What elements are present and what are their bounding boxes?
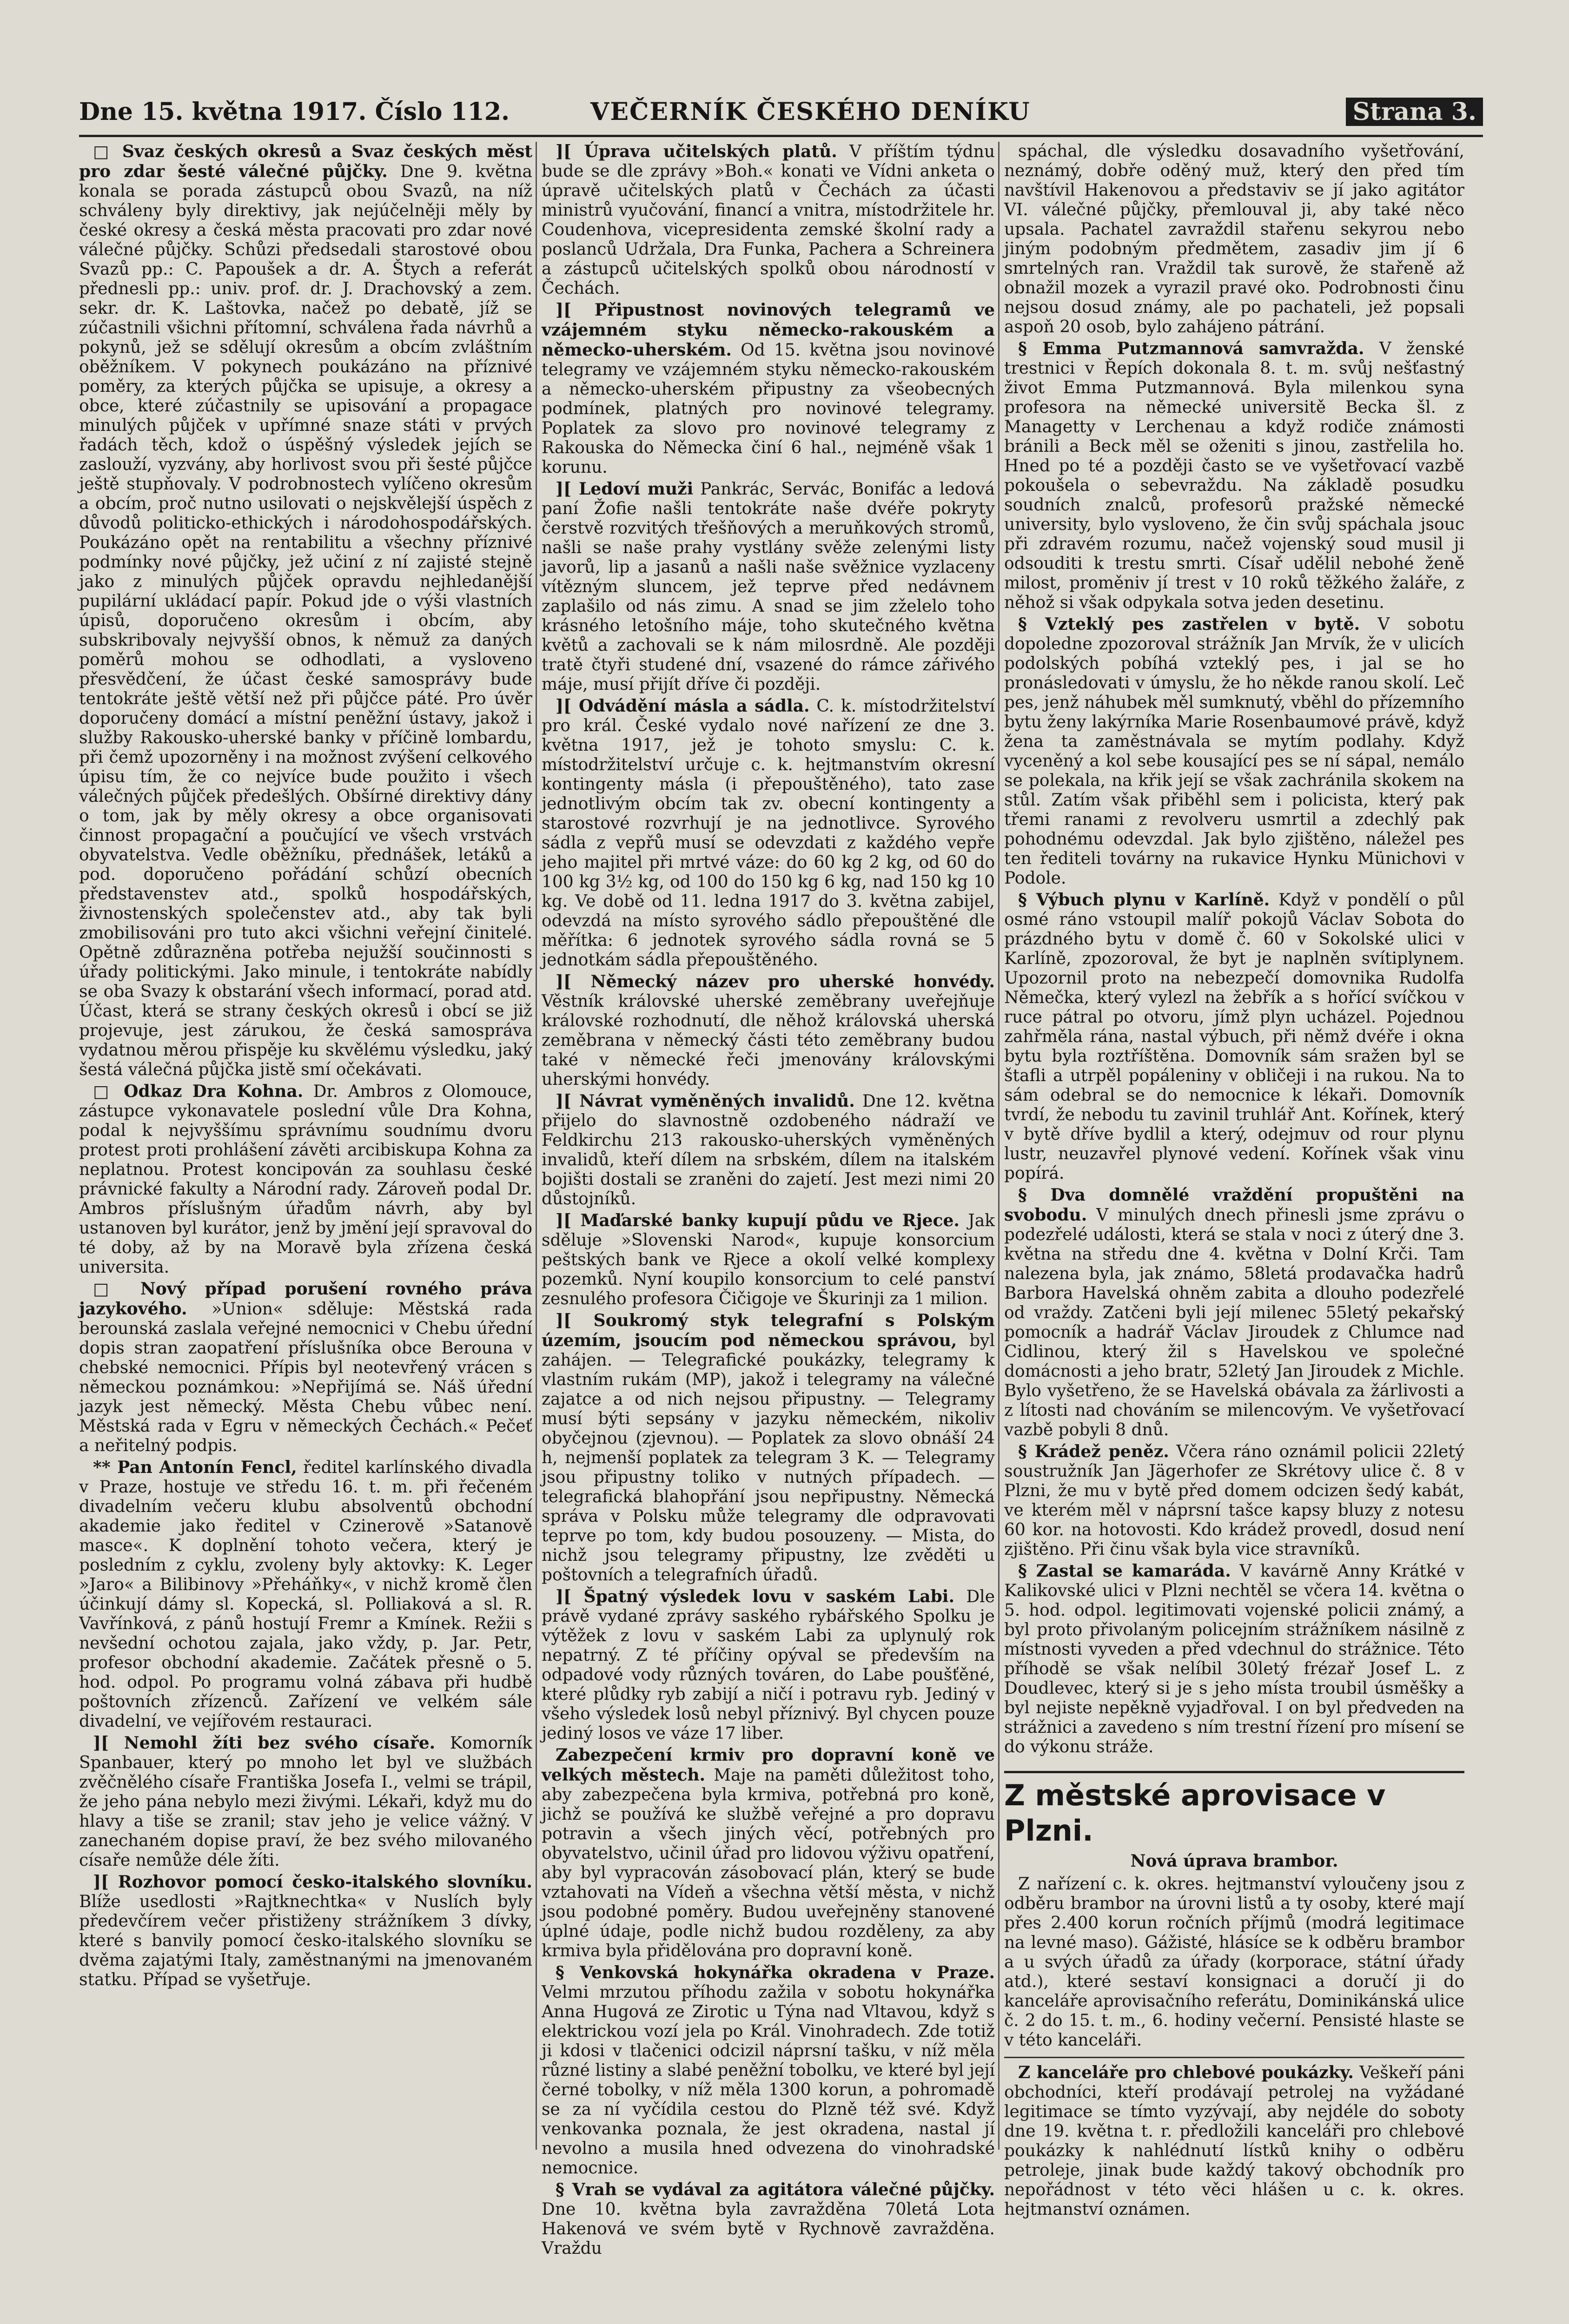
article-headline: Vrah se vydával za agitátora válečné půjčky. [572, 2180, 995, 2199]
article-body: Z nařízení c. k. okres. hejtmanství vyloučeny jsou z odběru brambor na úrovni listů a ty osoby, které mají přes 2.400 korun ročních příjmů (modrá legitimace na levné maso). Gážisté, hlásíce se k odběru brambor a u svých úřadů za úřady (korporace, státní úřady atd.), které sestaví konsignaci a doručí ji do kanceláře aprovisačního referátu, Dominikánská ulice č. 2 do 15. t. m., 6. hodiny večerní. Pensisté hlaste se v této kanceláři. [1004, 1875, 1464, 2050]
article-headline: Výbuch plynu v Karlíně. [1036, 890, 1270, 910]
article: ][ Návrat vyměněných invalidů. Dne 12. května přijelo do slavnostně ozdobeného nádraží ve Feldkirchu 213 rakousko-uherských vyměněných invalidů, kteří dílem na srbském, dílem na italském bojišti dostali se zraněni do zajetí. Jest mezi nimi 20 důstojníků. [542, 1091, 995, 1208]
article-body: Včera ráno oznámil policii 22letý soustružník Jan Jägerhofer ze Skrétovy ulice č. 8 v Plzni, že mu v bytě před domem odcizen šedý kabát, ve kterém měl v náprsní tašce kapsy bluzy z notesu 60 kor. na hotovosti. Kdo krádež provedl, dosud není zjištěno. Při činu však byla vice stravníků. [1004, 1442, 1465, 1559]
newspaper-title: VEČERNÍK ČESKÉHO DENÍKU [590, 98, 1031, 126]
article-headline: Odvádění másla a sádla. [578, 696, 810, 716]
article: § Zastal se kamaráda. V kavárně Anny Krátké v Kalikovské ulici v Plzni nechtěl se včera 14. května o 5. hod. odpol. legitimovati vojenské policii známý, a byl proto přivolaným policejním strážníkem násilně z místnosti vyveden a před vdechnul do strážnice. Této příhodě se však nelíbil 30letý frézař Josef L. z Doudlevec, který si je s jeho místa troubil úsměšky a byl nejiste nepěkně vyjadřoval. I on byl předveden na strážnici a zavedeno s ním trestní řízení pro mísení se do výkonu stráže. [1004, 1561, 1464, 1756]
article [1004, 2063, 1464, 2219]
article-body: V kavárně Anny Krátké v Kalikovské ulici v Plzni nechtěl se včera 14. května o 5. hod. odpol. legitimovati vojenské policii známý, a byl proto přivolaným policejním strážníkem násilně z místnosti vyveden a před vdechnul do strážnice. Této příhodě se však nelíbil 30letý frézař Josef L. z Doudlevec, který si je s jeho místa troubil úsměšky a byl nejiste nepěkně vyjadřoval. I on byl předveden na strážnici a zavedeno s ním trestní řízení pro mísení se do výkonu stráže. [1004, 1562, 1464, 1756]
article-headline: Ledoví muži [579, 479, 694, 499]
article-body: Dne 12. května přijelo do slavnostně ozdobeného nádraží ve Feldkirchu 213 rakousko-uherských vyměněných invalidů, kteří dílem na srbském, dílem na italském bojišti dostali se zraněni do zajetí. Jest mezi nimi 20 důstojníků. [542, 1092, 995, 1208]
article-headline: Špatný výsledek lovu v saském Labi. [583, 1587, 954, 1606]
article: ][ Špatný výsledek lovu v saském Labi. Dle právě vydané zprávy saského rybářského Spolku je výtěžek z lovu v saském Labi za uplynulý rok nepatrný. Z té příčiny opýval se především na odpadové vody různých továren, do Labe poušťěné, které plůdky ryb zabijí a ničí i potravu ryb. Jediný v všeho výsledek losů nebyl příznivý. Byl chycen pouze jediný losos ve váze 17 liber. [542, 1587, 995, 1743]
article: § Emma Putzmannová samvražda. V ženské trestnici v Řepích dokonala 8. t. m. svůj nešťastný život Emma Putzmannová. Byla milenkou syna profesora na německé universitě Becka šl. z Managetty v Lerchenau a když rodiče známosti bránili a Beck měl se oženiti s jinou, zastřelila ho. Hned po té a později často se ve vyšetřovací vazbě pokoušela o sebevraždu. Na základě posudku soudních znalců, profesorů pražské německé university, bylo vysloveno, že čin svůj spáchala jsouc při zdravém rozumu, načež vojenský soud musil ji odsouditi k trestu smrti. Císař udělil nebohé ženě milost, proměniv jí trest v 10 roků těžkého žaláře, z něhož si však odpykala sotva jeden desetinu. [1004, 339, 1464, 612]
column-1 [79, 142, 532, 2150]
article-headline: Odkaz Dra Kohna. [124, 1082, 304, 1101]
article-body: Když v pondělí o půl osmé ráno vstoupil malíř pokojů Václav Sobota do prázdného bytu v domě č. 60 v Sokolské ulici v Karlíně, zpozoroval, že byt je naplněn svítiplynem. Upozornil proto na nebezpečí domovnika Rudolfa Němečka, který vylezl na žebřík a s hořící svíčkou v ruce pátral po otvoru, jímž plyn ucházel. Pojednou zahřměla rána, nastal výbuch, při němž dvéře i okna bytu byla roztříštěna. Domovník sám sražen byl se štafli a utrpěl popáleniny v obličeji i na rukou. Na to sám odebral se do nemocnice k lékaři. Domovník tvrdí, že nebodu tu zavinil truhlář Ant. Kořínek, který v bytě dříve bydlil a který, odejmuv od rour plynu lustr, neuzavřel plynové vedení. Kořínek však vinu popírá. [1004, 891, 1465, 1183]
article: □ Odkaz Dra Kohna. Dr. Ambros z Olomouce, zástupce vykonavatele poslední vůle Dra Kohna, podal k nejvyššímu správnímu soudnímu dvoru protest proti prohlášení závěti arcibiskupa Kohna za neplatnou. Protest koncipován za souhlasu české právnické fakulty a Národní rady. Zároveň podal Dr. Ambros příslušným úřadům návrh, aby byl ustanoven byl kurátor, jenž by jmění její spravoval do té doby, až by na Moravě byla zřízena česká universita. [79, 1082, 532, 1277]
article-headline: Emma Putzmannová samvražda. [1042, 339, 1364, 358]
article: ][ Úprava učitelských platů. V příštím týdnu bude se dle zprávy »Boh.« konati ve Vídni anketa o úpravě učitelských platů v Čechách za účasti ministrů vyučování, financí a vnitra, místodržitele hr. Coudenhova, vicepresidenta zemské školní rady a poslanců Udržala, Dra Funka, Pachera a Schreinera a zástupců učitelských spolků obou národností v Čechách. [542, 142, 995, 298]
article: § Vrah se vydával za agitátora válečné půjčky. Dne 10. května byla zavražděna 70letá Lota Hakenová ve svém bytě v Rychnově zavražděna. Vraždu [542, 2180, 995, 2258]
article-continuation: spáchal, dle výsledku dosavadního vyšetřování, neznámý, dobře oděný muž, který den před tím navštívil Hakenovou a představiv se jí jako agitátor VI. válečné půjčky, přemlouval ji, aby také něco upsala. Pachatel zavraždil stařenu sekyrou nebo jiným podobným předmětem, zasadiv jim jí 6 smrtelných ran. Vraždil tak surově, že stařeně až obnažil mozek a vyrazil pravé oko. Podrobnosti činu nejsou dosud známy, ale po pachateli, jež popsali aspoň 20 osob, bylo zahájeno pátrání. [1004, 142, 1464, 337]
article [542, 1745, 995, 1961]
page-number: Strana 3. [1346, 98, 1483, 126]
article: § Vzteklý pes zastřelen v bytě. V sobotu dopoledne zpozoroval strážník Jan Mrvík, že v ulicích podolských pobíhá vzteklý pes, i jal se ho pronásledovati v úmyslu, že ho někde ranou skolí. Leč pes, jenž náhubek měl sumknutý, vběhl do přízemního bytu ženy lakýrníka Marie Rosenbaumové právě, když žena ta zaměstnávala se mytím podlahy. Když vyceněný a kol sebe kousající pes se ní sápal, nemálo se polekala, na křik její se však zachránila skokem na stůl. Zatím však přiběhl sem i policista, který pak třemi ranami z revolveru usmrtil a zdechlý pak pohodnému odevzdal. Jak bylo zjištěno, náležel pes ten řediteli továrny na rukavice Hynku Münichovi v Podole. [1004, 614, 1464, 888]
article: □ Nový případ porušení rovného práva jazykového. »Union« sděluje: Městská rada berounská zaslala veřejné nemocnici v Chebu úřední dopis stran zaopatření příslušníka obce Berouna v chebské nemocnici. Přípis byl neotevřený vrácen s německou poznámkou: »Nepřijímá se. Náš úřední jazyk jest německý. Města Chebu vůbec není. Městská rada v Egru v německých Čechách.« Pečeť a neřitelný podpis. [79, 1279, 533, 1455]
article-headline: Zastal se kamaráda. [1036, 1561, 1231, 1581]
column-rule [536, 142, 537, 2150]
article: § Krádež peněz. Včera ráno oznámil policii 22letý soustružník Jan Jägerhofer ze Skrétovy ulice č. 8 v Plzni, že mu v bytě před domem odcizen šedý kabát, ve kterém měl v náprsní tašce kapsy bluzy z notesu 60 kor. na hotovosti. Kdo krádež provedl, dosud není zjištěno. Při činu však byla vice stravníků. [1004, 1442, 1465, 1559]
article-body: V sobotu dopoledne zpozoroval strážník Jan Mrvík, že v ulicích podolských pobíhá vzteklý pes, i jal se ho pronásledovati v úmyslu, že ho někde ranou skolí. Leč pes, jenž náhubek měl sumknutý, vběhl do přízemního bytu ženy lakýrníka Marie Rosenbaumové právě, když žena ta zaměstnávala se mytím podlahy. Když vyceněný a kol sebe kousající pes se ní sápal, nemálo se polekala, na křik její se však zachránila skokem na stůl. Zatím však přiběhl sem i policista, který pak třemi ranami z revolveru usmrtil a zdechlý pak pohodnému odevzdal. Jak bylo zjištěno, náležel pes ten řediteli továrny na rukavice Hynku Münichovi v Podole. [1004, 615, 1464, 888]
section-subheading: Nová úprava brambor. [1130, 1851, 1338, 1871]
article-headline: Pan Antonín Fencl, [117, 1458, 297, 1477]
article-body: Od 15. května jsou novinové telegramy ve vzájemném styku německo-rakouském a německo-uherském připustny za všeobecných podmínek, platných pro novinové telegramy. Poplatek za slovo pro novinové telegramy z Rakouska do Německa činí 6 hal., nejméně však 1 korunu. [542, 341, 995, 477]
page-header [79, 98, 1483, 130]
article: § Venkovská hokynářka okradena v Praze. Velmi mrzutou příhodu zažila v sobotu hokynářka Anna Hugová ze Zirotic u Týna nad Vltavou, když s elektrickou vozí jela po Král. Vinohradech. Zde totiž ji kdosi v tlačenici odcizil náprsní tašku, v níž měla různé listiny a slabé peněžní tobolku, ve které byl její černé tobolky, v níž měla 1300 korun, a pohromadě se za ní vyčídila cestou do Plzně též své. Když venkovanka poznala, že jest okradena, nastal jí nevolno a musila hned odvezena do vinohradské nemocnice. [542, 1963, 995, 2178]
article: ][ Ledoví muži Pankrác, Servác, Bonifác a ledová paní Žofie našli tentokráte naše dvéře pokryty čerstvě rozvitých třešňových a meruňkových stromů, našli se naše prahy vystlány svěže zelenými listy javorů, lip a jasanů a našli naše svěžnice vyzlaceny vítězným sluncem, jež teprve před nedávnem zaplašilo od nás zimu. A snad se jim zželelo toho krásného letošního máje, toho skutečného května květů a zachovali se k nám milosrdně. Ale později tratě čtyři studené dní, vsazené do rámce zářivého máje, musí přijít dříve či později. [542, 479, 995, 694]
article-headline: Nový případ porušení rovného práva jazykového. [79, 1279, 533, 1319]
article-headline: Venkovská hokynářka okradena v Praze. [580, 1963, 995, 1982]
article-headline: Svaz českých okresů a Svaz českých měst pro zdar šesté válečné půjčky. [79, 142, 532, 181]
article: ][ Nemohl žíti bez svého císaře. Komorník Spanbauer, který po mnoho let byl ve službách zvěčnělého císaře Františka Josefa I., velmi se trápil, že jeho pána nebylo mezi živými. Lékaři, když mu do hlavy a tiše se zranil; stav jeho je velice vážný. V zanechaném dopise praví, že bez svého milovaného císaře nemůže déle žíti. [79, 1733, 532, 1870]
article-headline: Úprava učitelských platů. [584, 142, 837, 161]
article-headline: Maďarské banky kupují půdu ve Rjece. [580, 1211, 960, 1230]
column-2 [542, 142, 995, 2258]
article: § Výbuch plynu v Karlíně. Když v pondělí o půl osmé ráno vstoupil malíř pokojů Václav Sobota do prázdného bytu v domě č. 60 v Sokolské ulici v Karlíně, zpozoroval, že byt je naplněn svítiplynem. Upozornil proto na nebezpečí domovnika Rudolfa Němečka, který vylezl na žebřík a s hořící svíčkou v ruce pátral po otvoru, jímž plyn ucházel. Pojednou zahřměla rána, nastal výbuch, při němž dvéře i okna bytu byla roztříštěna. Domovník sám sražen byl se štafli a utrpěl popáleniny v obličeji i na rukou. Na to sám odebral se do nemocnice k lékaři. Domovník tvrdí, že nebodu tu zavinil truhlář Ant. Kořínek, který v bytě dříve bydlil a který, odejmuv od rour plynu lustr, neuzavřel plynové vedení. Kořínek však vinu popírá. [1004, 890, 1465, 1183]
article-body: V minulých dnech přinesli jsme zprávu o podezřelé události, která se stala v noci z úterý dne 3. května na středu dne 4. května v Dolní Krči. Tam nalezena byla, jak známo, 58letá prodavačka hadrů Barbora Havelská ohněm zabita a dlouho podezřelé od vraždy. Zatčeni byli její milenec 55letý pekařský pomocník a hadrář Václav Jiroudek z Chlumce nad Cidlinou, který žil s Havelskou ve společné domácnosti a jeho bratr, 52letý Jan Jiroudek z Michle. Bylo vyšetřeno, že se Havelská obávala za žárlivosti a z lítosti nad chováním se milencovým. Ve vyšetřovací vazbě pobyli 8 dnů. [1004, 1206, 1464, 1439]
column-rule [998, 142, 1000, 2150]
article-headline: Soukromý styk telegrafní s Polským územím, jsoucím pod německou správou, [542, 1311, 995, 1350]
article-body: Dr. Ambros z Olomouce, zástupce vykonavatele poslední vůle Dra Kohna, podal k nejvyššímu správnímu soudnímu dvoru protest proti prohlášení závěti arcibiskupa Kohna za neplatnou. Protest koncipován za souhlasu české právnické fakulty a Národní rady. Zároveň podal Dr. Ambros příslušným úřadům návrh, aby byl ustanoven byl kurátor, jenž by jmění její spravoval do té doby, až by na Moravě byla zřízena česká universita. [79, 1082, 532, 1277]
article: ** Pan Antonín Fencl, ředitel karlínského divadla v Praze, hostuje ve středu 16. t. m. při řečeném divadelním večeru klubu absolventů obchodní akademie jako ředitel v Czinerově »Satanově masce«. K doplnění tohoto večera, který je posledním z cyklu, zvoleny byly aktovky: K. Leger »Jaro« a Bilibinovy »Přeháňky«, v nichž kromě člen účinkují dámy sl. Kopecká, sl. Polliaková a sl. R. Vavřínková, z pánů hostují Fremr a Kmínek. Režii s nevšední ochotou zajala, jako vždy, p. Jar. Petr, profesor obchodní akademie. Začátek přesně o 5. hod. odpol. Po programu volná zábava při hudbě poštovních zřízenců. Zařízení ve velkém sále divadelní, ve vejířovém restauraci. [79, 1458, 532, 1731]
article-headline: Krádež peněz. [1034, 1442, 1169, 1461]
article-headline: Nemohl žíti bez svého císaře. [124, 1733, 436, 1753]
article: ][ Německý název pro uherské honvédy. Věstník královské uherské zeměbrany uveřejňuje královské rozhodnutí, dle něhož královská uherská zeměbrana v německý části této zeměbrany budou také v německé řeči jmenovány královskými uherskými honvédy. [542, 972, 995, 1089]
section-title: Z městské aprovisace v Plzni. [1004, 1771, 1464, 1849]
article-headline: Návrat vyměněných invalidů. [579, 1091, 855, 1111]
article-body: Blíže usedlosti »Rajtknechtka« v Nuslích byly předevčírem večer přistiženy strážníkem 3 dívky, které s banvily pomocí česko-italského slovníku se dvěma zajatými Italy, zaměstnanými na jmenovaném statku. Případ se vyšetřuje. [79, 1892, 532, 1989]
article: ][ Soukromý styk telegrafní s Polským územím, jsoucím pod německou správou, byl zahájen. — Telegrafické poukázky, telegramy k vlastním rukám (MP), jakož i telegramy na válečné zajatce a od nich nejsou připustny. — Telegramy musí býti sepsány v jazyku německém, nikoliv obyčejnou (zjevnou). — Poplatek za slovo obnáší 24 h, nejmenší poplatek za telegram 3 K. — Telegramy jsou připustny toliko v nutných případech. — telegrafická blahopřání jsou nepřipustny. Německá správa v Polsku může telegramy dle odpravovati teprve po tom, kdy budou posouzeny. — Mista, do nichž jsou telegramy připustny, lze zvěděti u poštovních a telegrafních úřadů. [542, 1311, 995, 1585]
article-body: Věstník královské uherské zeměbrany uveřejňuje královské rozhodnutí, dle něhož královská uherská zeměbrana v německý části této zeměbrany budou také v německé řeči jmenovány královskými uherskými honvédy. [542, 992, 995, 1089]
article: ][ Odvádění másla a sádla. C. k. místodržitelství pro král. České vydalo nové nařízení ze dne 3. května 1917, jež je tohoto smyslu: C. k. místodržitelství určuje c. k. hejtmanstvím okresní kontingenty másla (i přepouštěného), tato zase jednotlivým obcím tak zv. obecní kontingenty a starostové rozvrhují je na jednotlivce. Syrového sádla z vepřů musí se odevzdati z každého vepře jeho majitel při mrtvé váze: do 60 kg 2 kg, od 60 do 100 kg 3½ kg, od 100 do 150 kg 6 kg, nad 150 kg 10 kg. Ve době od 11. ledna 1917 do 3. května zabijel, odevzdá na místo syrového sádlo přepouštěné dle měřítka: 6 jednotek syrového sádla rovná se 5 jednotkám sádla přepouštěného. [542, 696, 995, 970]
column-3 [1004, 142, 1465, 2219]
article-body: Dne 10. května byla zavražděna 70letá Lota Hakenová ve svém bytě v Rychnově zavražděna. Vraždu [542, 2200, 995, 2258]
article-headline: Dva domnělé vraždění propuštěni na svobodu. [1004, 1185, 1464, 1225]
article-body: Pankrác, Servác, Bonifác a ledová paní Žofie našli tentokráte naše dvéře pokryty čerstvě rozvitých třešňových a meruňkových stromů, našli se naše prahy vystlány svěže zelenými listy javorů, lip a jasanů a našli naše svěžnice vyzlaceny vítězným sluncem, jež teprve před nedávnem zaplašilo od nás zimu. A snad se jim zželelo toho krásného letošního máje, toho skutečného května květů a zachovali se k nám milosrdně. Ale později tratě čtyři studené dní, vsazené do rámce zářivého máje, musí přijít dříve či později. [542, 480, 995, 694]
article-body: byl zahájen. — Telegrafické poukázky, telegramy k vlastním rukám (MP), jakož i telegramy na válečné zajatce a od nich nejsou připustny. — Telegramy musí býti sepsány v jazyku německém, nikoliv obyčejnou (zjevnou). — Poplatek za slovo obnáší 24 h, nejmenší poplatek za telegram 3 K. — Telegramy jsou připustny toliko v nutných případech. — telegrafická blahopřání jsou nepřipustny. Německá správa v Polsku může telegramy dle odpravovati teprve po tom, kdy budou posouzeny. — Mista, do nichž jsou telegramy připustny, lze zvěděti u poštovních a telegrafních úřadů. [542, 1331, 995, 1585]
article-headline: Německý název pro uherské honvédy. [590, 972, 995, 991]
article: ][ Připustnost novinových telegramů ve vzájemném styku německo-rakouském a německo-uherském. Od 15. května jsou novinové telegramy ve vzájemném styku německo-rakouském a německo-uherském připustny za všeobecných podmínek, platných pro novinové telegramy. Poplatek za slovo pro novinové telegramy z Rakouska do Německa činí 6 hal., nejméně však 1 korunu. [542, 300, 995, 477]
article: ][ Maďarské banky kupují půdu ve Rjece. Jak sděluje »Slovenski Narod«, kupuje konsorcium peštských bank ve Rjece a okolí velké komplexy pozemků. Nyní koupilo konsorcium to celé panství zesnulého profesora Čičigoje ve Škurinji za 1 milion. [542, 1211, 995, 1308]
article-body: Maje na paměti důležitost toho, aby zabezpečena byla krmiva, potřebná pro koně, jichž se používá ke službě veřejné a pro dopravu potravin a všech jiných věcí, potřebných pro obyvatelstvo, učinil úřad pro lidovou výživu opatření, aby byl vypracován zásobovací plán, který se bude vztahovati na Vídeň a všechna větší města, v nichž jsou podobné poměry. Budou uveřejněny stanovené úplné údaje, podle nichž budou rozděleny, za aby krmiva byla přidělována pro dopravní koně. [542, 1766, 995, 1961]
article-headline: Připustnost novinových telegramů ve vzájemném styku německo-rakouském a německo-uherském. [542, 300, 995, 360]
article-body: V ženské trestnici v Řepích dokonala 8. t. m. svůj nešťastný život Emma Putzmannová. Byla milenkou syna profesora na německé universitě Becka šl. z Managetty v Lerchenau a když rodiče známosti bránili a Beck měl se oženiti s jinou, zastřelila ho. Hned po té a později často se ve vyšetřovací vazbě pokoušela o sebevraždu. Na základě posudku soudních znalců, profesorů pražské německé university, bylo vysloveno, že čin svůj spáchala jsouc při zdravém rozumu, načež vojenský soud musil ji odsouditi k trestu smrti. Císař udělil nebohé ženě milost, proměniv jí trest v 10 roků těžkého žaláře, z něhož si však odpykala sotva jeden desetinu. [1004, 339, 1464, 612]
article-body: Jak sděluje »Slovenski Narod«, kupuje konsorcium peštských bank ve Rjece a okolí velké komplexy pozemků. Nyní koupilo konsorcium to celé panství zesnulého profesora Čičigoje ve Škurinji za 1 milion. [542, 1211, 995, 1308]
article-body: Dne 9. května konala se porada zástupců obou Svazů, na níž schváleny byly direktivy, jak nejúčelněji měly by české okresy a česká města pracovati pro zdar nové válečné půjčky. Schůzi předsedali starostové obou Svazů pp.: C. Papoušek a dr. A. Štych a referát přednesli pp.: univ. prof. dr. J. Drachovský a zem. sekr. dr. K. Laštovka, načež po debatě, jíž se zúčastnili všichni přítomní, schválena řada návrhů a pokynů, jež se sdělují okresům a obcím zvláštním oběžníkem. V pokynech poukázáno na příznivé poměry, za kterých půjčka se upisuje, a okresy a obce, které zúčastnily se upisování a propagace minulých půjček v upřímné snaze státi v prvých řadách těch, kdož o úspěšný výsledek jejích se zaslouží, vyzvány, aby horlivost svou při šesté půjčce ještě stupňovaly. V podrobnostech vylíčeno okresům a obcím, proč nutno usilovati o nejskvělejší úspěch z důvodů politicko-ethických i národohospodářských. Poukázáno opět na rentabilitu a všechny příznivé podmínky nové půjčky, jež učiní z ní zajisté stejně jako z minulých půjček opravdu nejhledanější pupilární ukládací papír. Pokud jde o výši vlastních úpisů, doporučeno okresům i obcím, aby subskribovaly nejvyšší obnos, k němuž za daných poměrů mohou se odhodlati, a vysloveno přesvědčení, že účast české samosprávy bude tentokráte ještě větší než při půjčce páté. Pro úvěr doporučeny domácí a místní peněžní ústavy, jakož i služby Rakousko-uherské banky v příčině lombardu, při čemž upozorněny i na možnost zvýšení celkového úpisu tím, že co nejvíce bude použito i všech válečných půjček předešlých. Obšírné direktivy dány o tom, jak by měly okresy a obce organisovati činnost propagační a poučující ve všech vrstvách obyvatelstva. Vedle oběžníku, přednášek, letáků a pod. doporučeno pořádání schůzí obecních představenstev atd., spolků hospodářských, živnostenských společenstev atd., aby tak byli zmobilisováni pro tuto akci všichni veřejní činitelé. Opětně zdůrazněna potřeba nejužší součinnosti s úřady politickými. Jako minule, i tentokráte nabídly se oba Svazy k obstarání všech informací, porad atd. Účast, která se strany českých okresů i obcí se již projevuje, jest zárukou, že česká samospráva vydatnou měrou přispěje ku skvělému výsledku, jaký šestá válečná půjčka jistě smí očekávati. [79, 162, 532, 1079]
article-body: Dle právě vydané zprávy saského rybářského Spolku je výtěžek z lovu v saském Labi za uplynulý rok nepatrný. Z té příčiny opýval se především na odpadové vody různých továren, do Labe poušťěné, které plůdky ryb zabijí a ničí i potravu ryb. Jediný v všeho výsledek losů nebyl příznivý. Byl chycen pouze jediný losos ve váze 17 liber. [542, 1587, 995, 1743]
article-body: Komorník Spanbauer, který po mnoho let byl ve službách zvěčnělého císaře Františka Josefa I., velmi se trápil, že jeho pána nebylo mezi živými. Lékaři, když mu do hlavy a tiše se zranil; stav jeho je velice vážný. V zanechaném dopise praví, že bez svého milovaného císaře nemůže déle žíti. [79, 1734, 532, 1870]
article: ][ Rozhovor pomocí česko-italského slovníku. Blíže usedlosti »Rajtknechtka« v Nuslích byly předevčírem večer přistiženy strážníkem 3 dívky, které s banvily pomocí česko-italského slovníku se dvěma zajatými Italy, zaměstnanými na jmenovaném statku. Případ se vyšetřuje. [79, 1872, 533, 1989]
issue-date: Dne 15. května 1917. Číslo 112. [79, 98, 510, 126]
article-body: V příštím týdnu bude se dle zprávy »Boh.« konati ve Vídni anketa o úpravě učitelských platů v Čechách za účasti ministrů vyučování, financí a vnitra, místodržitele hr. Coudenhova, vicepresidenta zemské školní rady a poslanců Udržala, Dra Funka, Pachera a Schreinera a zástupců učitelských spolků obou národností v Čechách. [542, 142, 995, 298]
article: § Dva domnělé vraždění propuštěni na svobodu. V minulých dnech přinesli jsme zprávu o podezřelé události, která se stala v noci z úterý dne 3. května na středu dne 4. května v Dolní Krči. Tam nalezena byla, jak známo, 58letá prodavačka hadrů Barbora Havelská ohněm zabita a dlouho podezřelé od vraždy. Zatčeni byli její milenec 55letý pekařský pomocník a hadrář Václav Jiroudek z Chlumce nad Cidlinou, který žil s Havelskou ve společné domácnosti a jeho bratr, 52letý Jan Jiroudek z Michle. Bylo vyšetřeno, že se Havelská obávala za žárlivosti a z lítosti nad chováním se milencovým. Ve vyšetřovací vazbě pobyli 8 dnů. [1004, 1185, 1464, 1439]
article-headline: Z kanceláře pro chlebové poukázky. [1018, 2063, 1354, 2082]
article-headline: Rozhovor pomocí česko-italského slovníku. [118, 1872, 533, 1892]
article-body: C. k. místodržitelství pro král. České vydalo nové nařízení ze dne 3. května 1917, jež je tohoto smyslu: C. k. místodržitelství určuje c. k. hejtmanstvím okresní kontingenty másla (i přepouštěného), tato zase jednotlivým obcím tak zv. obecní kontingenty a starostové rozvrhují je na jednotlivce. Syrového sádla z vepřů musí se odevzdati z každého vepře jeho majitel při mrtvé váze: do 60 kg 2 kg, od 60 do 100 kg 3½ kg, od 100 do 150 kg 6 kg, nad 150 kg 10 kg. Ve době od 11. ledna 1917 do 3. května zabijel, odevzdá na místo syrového sádlo přepouštěné dle měřítka: 6 jednotek syrového sádla rovná se 5 jednotkám sádla přepouštěného. [542, 697, 995, 970]
article-body: »Union« sděluje: Městská rada berounská zaslala veřejné nemocnici v Chebu úřední dopis stran zaopatření příslušníka obce Berouna v chebské nemocnici. Přípis byl neotevřený vrácen s německou poznámkou: »Nepřijímá se. Náš úřední jazyk jest německý. Města Chebu vůbec není. Městská rada v Egru v německých Čechách.« Pečeť a neřitelný podpis. [79, 1300, 532, 1455]
article-body: Velmi mrzutou příhodu zažila v sobotu hokynářka Anna Hugová ze Zirotic u Týna nad Vltavou, když s elektrickou vozí jela po Král. Vinohradech. Zde totiž ji kdosi v tlačenici odcizil náprsní tašku, v níž měla různé listiny a slabé peněžní tobolku, ve které byl její černé tobolky, v níž měla 1300 korun, a pohromadě se za ní vyčídila cestou do Plzně též své. Když venkovanka poznala, že jest okradena, nastal jí nevolno a musila hned odvezena do vinohradské nemocnice. [542, 1983, 995, 2178]
header-rule [79, 135, 1483, 137]
article-headline: Vzteklý pes zastřelen v bytě. [1045, 614, 1360, 634]
separator [1004, 2057, 1464, 2058]
article-body: ředitel karlínského divadla v Praze, hostuje ve středu 16. t. m. při řečeném divadelním večeru klubu absolventů obchodní akademie jako ředitel v Czinerově »Satanově masce«. K doplnění tohoto večera, který je posledním z cyklu, zvoleny byly aktovky: K. Leger »Jaro« a Bilibinovy »Přeháňky«, v nichž kromě člen účinkují dámy sl. Kopecká, sl. Polliaková a sl. R. Vavřínková, z pánů hostují Fremr a Kmínek. Režii s nevšední ochotou zajala, jako vždy, p. Jar. Petr, profesor obchodní akademie. Začátek přesně o 5. hod. odpol. Po programu volná zábava při hudbě poštovních zřízenců. Zařízení ve velkém sále divadelní, ve vejířovém restauraci. [79, 1458, 532, 1731]
article-headline: Zabezpečení krmiv pro dopravní koně ve velkých městech. [542, 1745, 995, 1785]
article: □ Svaz českých okresů a Svaz českých měst pro zdar šesté válečné půjčky. Dne 9. května konala se porada zástupců obou Svazů, na níž schváleny byly direktivy, jak nejúčelněji měly by české okresy a česká města pracovati pro zdar nové válečné půjčky. Schůzi předsedali starostové obou Svazů pp.: C. Papoušek a dr. A. Štych a referát přednesli pp.: univ. prof. dr. J. Drachovský a zem. sekr. dr. K. Laštovka, načež po debatě, jíž se zúčastnili všichni přítomní, schválena řada návrhů a pokynů, jež se sdělují okresům a obcím zvláštním oběžníkem. V pokynech poukázáno na příznivé poměry, za kterých půjčka se upisuje, a okresy a obce, které zúčastnily se upisování a propagace minulých půjček v upřímné snaze státi v prvých řadách těch, kdož o úspěšný výsledek jejích se zaslouží, vyzvány, aby horlivost svou při šesté půjčce ještě stupňovaly. V podrobnostech vylíčeno okresům a obcím, proč nutno usilovati o nejskvělejší úspěch z důvodů politicko-ethických i národohospodářských. Poukázáno opět na rentabilitu a všechny příznivé podmínky nové půjčky, jež učiní z ní zajisté stejně jako z minulých půjček opravdu nejhledanější pupilární ukládací papír. Pokud jde o výši vlastních úpisů, doporučeno okresům i obcím, aby subskribovaly nejvyšší obnos, k němuž za daných poměrů mohou se odhodlati, a vysloveno přesvědčení, že účast české samosprávy bude tentokráte ještě větší než při půjčce páté. Pro úvěr doporučeny domácí a místní peněžní ústavy, jakož i služby Rakousko-uherské banky v příčině lombardu, při čemž upozorněny i na možnost zvýšení celkového úpisu tím, že co nejvíce bude použito i všech válečných půjček předešlých. Obšírné direktivy dány o tom, jak by měly okresy a obce organisovati činnost propagační a poučující ve všech vrstvách obyvatelstva. Vedle oběžníku, přednášek, letáků a pod. doporučeno pořádání schůzí obecních představenstev atd., spolků hospodářských, živnostenských společenstev atd., aby tak byli zmobilisováni pro tuto akci všichni veřejní činitelé. Opětně zdůrazněna potřeba nejužší součinnosti s úřady politickými. Jako minule, i tentokráte nabídly se oba Svazy k obstarání všech informací, porad atd. Účast, která se strany českých okresů i obcí se již projevuje, jest zárukou, že česká samospráva vydatnou měrou přispěje ku skvělému výsledku, jaký šestá válečná půjčka jistě smí očekávati. [79, 142, 532, 1079]
article-body: Veškeří páni obchodníci, kteří prodávají petrolej na vyžádané legitimace se tímto vyzývají, aby nejdéle do soboty dne 19. května t. r. předložili kanceláři pro chlebové poukázky k nahlédnutí lístků knihy o odběru petroleje, jinak bude každý takový obchodník pro nepořádnost v této věci hlášen u c. k. okres. hejtmanství oznámen. [1004, 2063, 1465, 2219]
